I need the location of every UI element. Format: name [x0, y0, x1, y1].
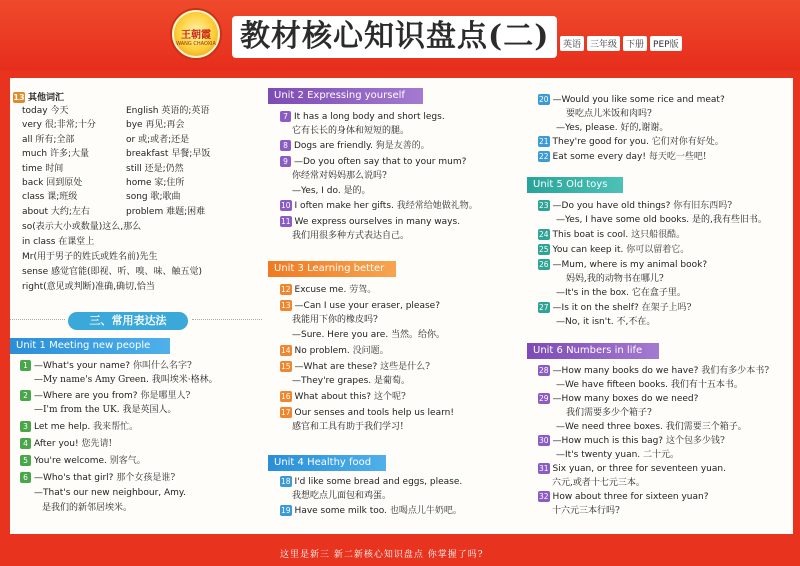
expression-item [538, 463, 726, 476]
section-divider [192, 319, 262, 322]
vocab-word: or 或;或者;还是 [126, 134, 190, 145]
vocab-word: about 大约;左右 [22, 206, 90, 217]
item-cn: 狗是友善的。 [375, 141, 430, 151]
item-en: —Do you have old things? [552, 201, 671, 211]
item-en: Have some milk too. [294, 506, 387, 516]
vocab-word: much 许多;大量 [22, 149, 90, 160]
item-sub: —Yes, please. 好的,谢谢。 [556, 123, 669, 133]
expression-item [538, 151, 706, 164]
unit4-header: Unit 4 Healthy food [268, 455, 386, 471]
vocab-row [22, 162, 257, 176]
item-number: 4 [20, 438, 31, 449]
item-sub: —That's our new neighbour, Amy. [34, 488, 186, 498]
item-sub: —We have fifteen books. 我们有十五本书。 [556, 380, 743, 390]
expression-item [280, 300, 440, 313]
item-en: —Would you like some rice and meat? [552, 95, 725, 105]
expression-item [20, 438, 112, 451]
item-number: 19 [281, 506, 291, 515]
item-en: They're good for you. [552, 137, 649, 147]
item-cn: 这只船很酷。 [631, 230, 686, 240]
logo-subtext: WANG CHAOXIA [176, 41, 216, 47]
vocab-row [22, 147, 257, 161]
item-en: —Who's that girl? [34, 473, 114, 483]
item-number: 25 [539, 245, 549, 254]
item-cn: 这个包多少钱? [665, 436, 725, 446]
item-number: 24 [539, 230, 549, 239]
expression-item [20, 390, 190, 403]
expression-item [20, 421, 138, 434]
item-sub: 我想吃点儿面包和鸡蛋。 [292, 491, 392, 501]
page-title: 教材核心知识盘点(二) [232, 16, 557, 58]
item-cn: 你是哪里人? [140, 391, 191, 401]
vocab-word: problem 难题;困难 [126, 206, 206, 217]
item-number: 23 [539, 201, 549, 210]
item-sub: 它有长长的身体和短短的腿。 [292, 126, 410, 136]
vocab-word: English 英语的;英语 [126, 106, 210, 116]
tag-subject: 英语 [560, 36, 584, 51]
item-en: Let me help. [34, 422, 91, 432]
expression-item [538, 491, 709, 504]
expression-item [20, 455, 146, 468]
vocab-row [22, 118, 257, 132]
item-cn: 您先请! [81, 439, 113, 449]
item-sub: —It's twenty yuan. 二十元。 [556, 450, 680, 460]
vocab-phrase: in class 在课堂上 [22, 237, 95, 247]
expression-item [280, 284, 376, 297]
item-en: —Can I use your eraser, please? [294, 301, 440, 311]
item-sub: —Yes, I have some old books. 是的,我有些旧书。 [556, 215, 767, 225]
item-en: —Do you often say that to your mum? [294, 157, 467, 167]
item-number: 3 [20, 421, 31, 432]
item-cn: 这个呢? [373, 392, 406, 402]
expression-item [20, 472, 175, 485]
item-cn: 这些是什么? [380, 362, 430, 372]
expression-item [20, 360, 192, 373]
item-sub: 要吃点儿米饭和肉吗? [566, 109, 652, 119]
section-title: 三、常用表达法 [68, 312, 188, 330]
item-en: After you! [34, 439, 79, 449]
item-number: 28 [539, 366, 549, 375]
item-en: —How much is this bag? [552, 436, 664, 446]
vocab-grid [22, 104, 257, 219]
vocab-word: song 歌;歌曲 [126, 192, 181, 203]
item-sub: 我能用下你的橡皮吗? [292, 315, 378, 325]
item-en: This boat is cool. [552, 230, 629, 240]
item-number: 27 [539, 303, 549, 312]
item-en: What about this? [294, 392, 372, 402]
item-cn: 也喝点儿牛奶吧。 [389, 506, 462, 516]
section-divider [10, 319, 65, 322]
item-en: —Where are you from? [34, 391, 138, 401]
item-en: You're welcome. [34, 456, 107, 466]
item-en: Excuse me. [294, 285, 347, 295]
item-cn: 我们有多少本书? [701, 366, 770, 376]
item-number: 15 [281, 362, 291, 371]
unit2-header: Unit 2 Expressing yourself [268, 88, 423, 104]
expression-item [538, 200, 732, 213]
expression-item [280, 140, 430, 153]
item-number: 7 [280, 111, 291, 122]
expression-item [538, 244, 689, 257]
expression-item [538, 229, 685, 242]
expression-item [538, 365, 769, 378]
item-cn: 我来帮忙。 [93, 422, 139, 432]
item-number: 30 [539, 436, 549, 445]
item-en: —Is it on the shelf? [552, 303, 639, 313]
vocab-row [22, 190, 257, 204]
item-sub: —Sure. Here you are. 当然。给你。 [292, 330, 446, 340]
vocab-phrase: so(表示大小或数量)这么,那么 [22, 222, 142, 232]
item-number: 5 [20, 455, 31, 466]
item-en: Eat some every day! [552, 152, 646, 162]
item-number: 20 [539, 95, 549, 104]
item-sub: 妈妈,我的动物书在哪儿? [566, 274, 664, 284]
vocab-heading [13, 90, 64, 103]
tag-grade: 三年级 [587, 36, 620, 51]
expression-item [280, 345, 389, 358]
item-cn: 我经常给她做礼物。 [396, 201, 478, 211]
vocab-word: time 时间 [22, 163, 64, 174]
item-cn: 别客气。 [109, 456, 146, 466]
item-sub: —Yes, I do. 是的。 [292, 186, 371, 196]
item-en: —What are these? [294, 362, 378, 372]
expression-item [538, 302, 691, 315]
vocab-heading-text: 其他词汇 [28, 93, 65, 103]
item-number: 12 [281, 285, 291, 294]
expression-item [538, 136, 724, 149]
item-cn: 那个女孩是谁? [116, 473, 176, 483]
vocab-word: class 课;班级 [22, 192, 78, 203]
vocab-word: very 很;非常;十分 [22, 120, 96, 131]
item-en: How about three for sixteen yuan? [552, 492, 709, 502]
item-sub: —We need three boxes. 我们需要三个箱子。 [556, 422, 747, 432]
item-number: 2 [20, 390, 31, 401]
footer-text: 这里是新三 新二新核心知识盘点 你掌握了吗? [280, 550, 484, 560]
vocab-word: home 家;住所 [126, 177, 185, 188]
expression-item [280, 216, 460, 229]
item-number: 18 [281, 477, 291, 486]
item-en: —How many books do we have? [552, 366, 699, 376]
vocab-phrase: Mr(用于男子的姓氏或姓名前)先生 [22, 252, 158, 262]
item-cn: 你有旧东西吗? [673, 201, 733, 211]
logo-text: 王朝霞 [181, 30, 211, 41]
expression-item [280, 111, 445, 124]
expression-item [280, 156, 466, 169]
unit5-header: Unit 5 Old toys [527, 177, 623, 193]
item-number: 13 [281, 301, 291, 310]
item-en: It has a long body and short legs. [294, 112, 445, 122]
item-en: You can keep it. [552, 245, 624, 255]
item-sub: —They're grapes. 是葡萄。 [292, 376, 411, 386]
item-number: 32 [539, 492, 549, 501]
item-en: —How many boxes do we need? [552, 394, 699, 404]
item-number: 14 [281, 346, 291, 355]
expression-item [538, 435, 725, 448]
item-number: 21 [539, 137, 549, 146]
vocab-phrase: sense 感觉官能(即视、听、嗅、味、触五觉) [22, 267, 203, 277]
vocab-word: today 今天 [22, 106, 69, 116]
item-number: 22 [539, 152, 549, 161]
vocab-row [22, 176, 257, 190]
item-cn: 每天吃一些吧! [648, 152, 707, 162]
item-sub: 我们需要多少个箱子? [566, 408, 652, 418]
item-cn: 没问题。 [352, 346, 389, 356]
item-en: Our senses and tools help us learn! [294, 408, 454, 418]
item-sub: —I'm from the UK. 我是英国人。 [34, 405, 177, 415]
vocab-row [22, 133, 257, 147]
item-cn: 你叫什么名字? [132, 361, 192, 371]
item-sub: 六元,或者十七元三本。 [552, 478, 645, 488]
expression-item [280, 476, 462, 489]
item-en: I'd like some bread and eggs, please. [294, 477, 463, 487]
item-en: I often make her gifts. [294, 201, 394, 211]
item-sub: 你经常对妈妈那么说吗? [292, 171, 387, 181]
item-sub: 十六元三本行吗? [552, 506, 620, 516]
vocab-word: bye 再见;再会 [126, 120, 185, 131]
header-banner [0, 0, 800, 70]
vocab-badge: 13 [13, 93, 25, 102]
expression-item [280, 200, 478, 213]
edition-tags [560, 36, 682, 51]
item-number: 29 [539, 394, 549, 403]
item-sub: —My name's Amy Green. 我叫埃米·格林。 [34, 375, 218, 385]
item-number: 9 [280, 156, 291, 167]
item-number: 1 [20, 360, 31, 371]
vocab-word: still 还是;仍然 [126, 163, 184, 174]
vocab-row [22, 104, 257, 118]
item-number: 16 [281, 392, 291, 401]
section-header [10, 312, 265, 330]
item-number: 10 [281, 201, 291, 210]
vocab-word: back 回到原处 [22, 177, 83, 188]
item-cn: 在架子上吗? [641, 303, 692, 313]
expression-item [280, 505, 462, 518]
unit6-header: Unit 6 Numbers in life [527, 343, 659, 359]
vocab-word: breakfast 早餐;早饭 [126, 149, 211, 160]
item-sub: 是我们的新邻居埃米。 [42, 503, 133, 513]
expression-item [280, 361, 430, 374]
item-number: 11 [281, 217, 291, 226]
vocab-word: all 所有;全部 [22, 134, 75, 145]
item-sub: —It's in the box. 它在盒子里。 [556, 288, 686, 298]
expression-item [538, 259, 707, 272]
item-en: We express ourselves in many ways. [294, 217, 461, 227]
item-cn: 你可以留着它。 [626, 245, 690, 255]
item-number: 26 [539, 260, 549, 269]
vocab-row [22, 205, 257, 219]
item-sub: 感官和工具有助于我们学习! [292, 422, 404, 432]
expression-item [280, 407, 454, 420]
unit3-header: Unit 3 Learning better [268, 261, 396, 277]
item-sub: 我们用很多种方式表达自己。 [292, 231, 410, 241]
item-number: 17 [281, 408, 291, 417]
item-number: 8 [280, 140, 291, 151]
vocab-phrase: right(意见或判断)准确,确切,恰当 [22, 282, 155, 292]
item-en: Six yuan, or three for seventeen yuan. [552, 464, 726, 474]
item-number: 6 [20, 472, 31, 483]
expression-item [280, 391, 406, 404]
item-en: Dogs are friendly. [294, 141, 373, 151]
footer-bar [0, 540, 800, 566]
item-cn: 劳驾。 [349, 285, 377, 295]
unit1-header: Unit 1 Meeting new people [10, 338, 170, 354]
item-en: —What's your name? [34, 361, 131, 371]
expression-item [538, 94, 725, 107]
brand-logo [172, 10, 220, 58]
tag-volume: 下册 [623, 36, 647, 51]
item-number: 31 [539, 464, 549, 473]
item-sub: —No, it isn't. 不,不在。 [556, 317, 656, 327]
item-en: No problem. [294, 346, 350, 356]
tag-edition: PEP版 [650, 36, 682, 51]
expression-item [538, 393, 698, 406]
item-en: —Mum, where is my animal book? [552, 260, 708, 270]
item-cn: 它们对你有好处。 [651, 137, 724, 147]
